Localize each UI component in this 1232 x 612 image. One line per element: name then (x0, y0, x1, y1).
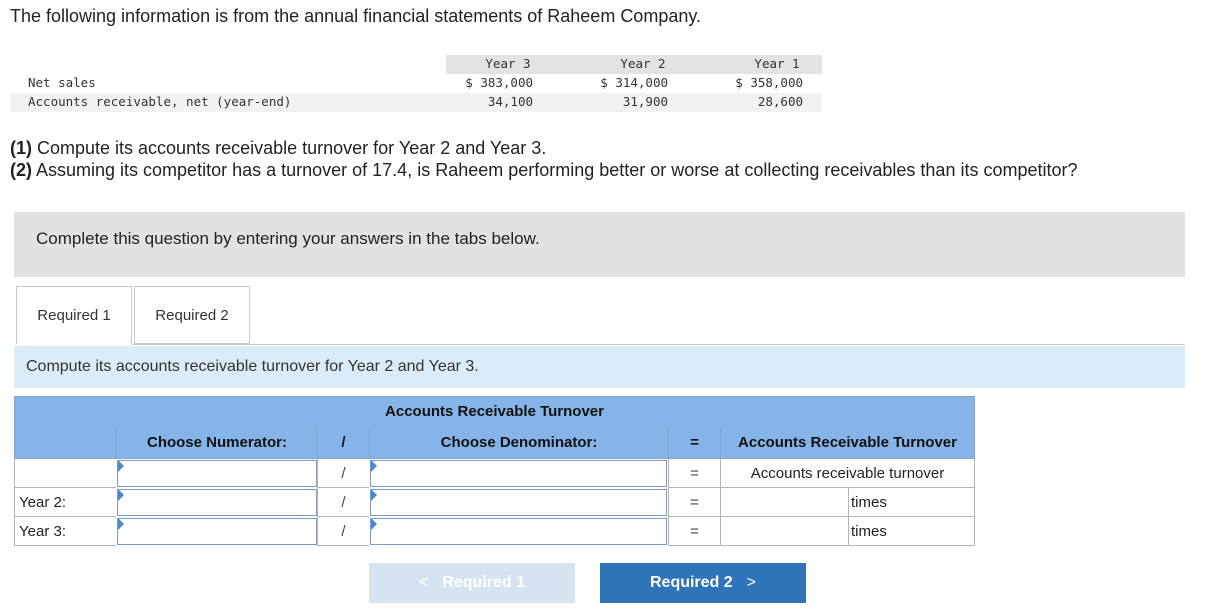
denominator-select[interactable] (370, 460, 667, 487)
denominator-select[interactable] (370, 489, 667, 516)
grid-title: Accounts Receivable Turnover (14, 396, 975, 427)
value-year-1: 28,600 (757, 94, 803, 109)
prev-required-1-button[interactable] (369, 563, 575, 603)
financial-header-row (10, 55, 822, 74)
grid-header-slash: / (317, 426, 369, 459)
numerator-select[interactable] (117, 489, 317, 516)
dropdown-marker-icon (118, 489, 124, 501)
unit-label: times (848, 517, 975, 546)
question-1: (1) Compute its accounts receivable turnover for Year 2 and Year 3. (10, 138, 547, 158)
slash-operator: / (317, 517, 369, 546)
turnover-input[interactable] (720, 488, 848, 517)
grid-header-blank (14, 426, 116, 459)
value-year-2: 31,900 (622, 94, 668, 109)
grid-header-denominator: Choose Denominator: (369, 426, 668, 459)
prev-button-label: Required 1 (442, 574, 526, 591)
result-label: Accounts receivable turnover (720, 459, 975, 488)
unit-label: times (848, 488, 975, 517)
dropdown-marker-icon (371, 518, 377, 530)
instruction-text: Complete this question by entering your answers in the tabs below. (36, 229, 540, 248)
problem-intro: The following information is from the annual financial statements of Raheem Company. (10, 6, 702, 26)
prompt-text: Compute its accounts receivable turnover for Year 2 and Year 3. (26, 358, 479, 375)
dropdown-marker-icon (118, 460, 124, 472)
header-year-2: Year 2 (620, 56, 666, 71)
header-year-1: Year 1 (754, 56, 800, 71)
equals-operator: = (668, 517, 720, 546)
grid-row-label: Year 2: (14, 488, 116, 517)
dropdown-marker-icon (371, 489, 377, 501)
tab-required-1[interactable]: Required 1 (16, 286, 132, 344)
grid-row-label (14, 459, 116, 488)
row-label: Net sales (28, 75, 96, 90)
dropdown-marker-icon (371, 460, 377, 472)
chevron-right-icon: > (746, 574, 757, 591)
instruction-banner (14, 212, 1185, 277)
turnover-input[interactable] (720, 517, 848, 546)
chevron-left-icon: < (418, 574, 429, 591)
financial-row-receivables (10, 93, 822, 112)
slash-operator: / (317, 459, 369, 488)
next-button-label: Required 2 (649, 574, 733, 591)
value-year-3: $ 383,000 (465, 75, 533, 90)
next-required-2-button[interactable] (600, 563, 806, 603)
row-label: Accounts receivable, net (year-end) (28, 94, 292, 109)
value-year-1: $ 358,000 (735, 75, 803, 90)
denominator-select[interactable] (370, 518, 667, 545)
financial-row-net-sales (10, 74, 822, 93)
grid-header-numerator: Choose Numerator: (116, 426, 317, 459)
grid-header-equals: = (668, 426, 720, 459)
value-year-2: $ 314,000 (600, 75, 668, 90)
grid-row-label: Year 3: (14, 517, 116, 546)
value-year-3: 34,100 (487, 94, 533, 109)
tab-required-2[interactable]: Required 2 (134, 286, 250, 344)
header-year-3: Year 3 (485, 56, 531, 71)
numerator-select[interactable] (117, 518, 317, 545)
slash-operator: / (317, 488, 369, 517)
grid-header-result: Accounts Receivable Turnover (720, 426, 975, 459)
tab-divider (132, 344, 1185, 345)
equals-operator: = (668, 459, 720, 488)
prompt-banner (14, 346, 1185, 388)
question-2: (2) Assuming its competitor has a turnover of 17.4, is Raheem performing better or worse at collecting receivables than its competitor? (10, 160, 1078, 180)
equals-operator: = (668, 488, 720, 517)
numerator-select[interactable] (117, 460, 317, 487)
financial-table (10, 55, 822, 112)
dropdown-marker-icon (118, 518, 124, 530)
